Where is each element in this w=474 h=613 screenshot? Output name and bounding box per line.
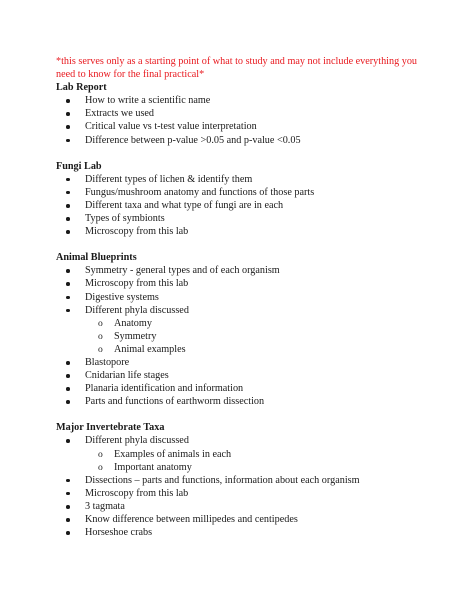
section-heading: Major Invertebrate Taxa bbox=[56, 422, 165, 434]
bullet-dot-icon bbox=[66, 217, 70, 221]
bullet-dot-icon bbox=[66, 178, 70, 182]
bullet-list bbox=[56, 434, 426, 539]
list-item-text: Cnidarian life stages bbox=[85, 370, 169, 382]
list-item-text: How to write a scientific name bbox=[85, 95, 211, 107]
section-heading: Lab Report bbox=[56, 82, 107, 94]
list-item bbox=[56, 526, 426, 539]
sub-list-item-text: Examples of animals in each bbox=[114, 448, 232, 460]
bullet-dot-icon bbox=[66, 531, 70, 535]
list-item-text: Different taxa and what type of fungi are in each bbox=[85, 199, 284, 211]
list-item bbox=[56, 291, 426, 304]
bullet-dot-icon bbox=[66, 479, 70, 483]
circle-bullet-icon: o bbox=[98, 317, 103, 329]
section-gap bbox=[56, 147, 426, 160]
list-item bbox=[56, 134, 426, 147]
list-item-text: Extracts we used bbox=[85, 108, 155, 120]
list-item bbox=[56, 513, 426, 526]
bullet-dot-icon bbox=[66, 125, 70, 129]
list-item bbox=[56, 474, 426, 487]
list-item-text: Critical value vs t-test value interpretation bbox=[85, 121, 257, 133]
list-item bbox=[56, 395, 426, 408]
list-item bbox=[56, 264, 426, 277]
bullet-dot-icon bbox=[66, 139, 70, 143]
section-heading: Fungi Lab bbox=[56, 160, 102, 172]
list-item-text: Difference between p-value >0.05 and p-value <0.05 bbox=[85, 134, 301, 146]
bullet-dot-icon bbox=[66, 99, 70, 103]
list-item-text: Digestive systems bbox=[85, 291, 159, 303]
list-item bbox=[56, 382, 426, 395]
list-item-text: 3 tagmata bbox=[85, 500, 125, 512]
list-item-text: Dissections – parts and functions, information about each organism bbox=[85, 474, 360, 486]
bullet-dot-icon bbox=[66, 191, 70, 195]
sub-list-item bbox=[56, 461, 426, 474]
circle-bullet-icon: o bbox=[98, 448, 103, 460]
list-item-text: Fungus/mushroom anatomy and functions of those parts bbox=[85, 186, 315, 198]
bullet-dot-icon bbox=[66, 400, 70, 404]
list-item bbox=[56, 369, 426, 382]
circle-bullet-icon: o bbox=[98, 330, 103, 342]
bullet-dot-icon bbox=[66, 374, 70, 378]
list-item bbox=[56, 120, 426, 133]
list-item bbox=[56, 434, 426, 447]
list-item-text: Different phyla discussed bbox=[85, 304, 189, 316]
bullet-dot-icon bbox=[66, 518, 70, 522]
circle-bullet-icon: o bbox=[98, 343, 103, 355]
bullet-list bbox=[56, 264, 426, 408]
bullet-dot-icon bbox=[66, 387, 70, 391]
bullet-dot-icon bbox=[66, 269, 70, 273]
sub-list-item bbox=[56, 330, 426, 343]
bullet-list bbox=[56, 173, 426, 238]
list-item-text: Horseshoe crabs bbox=[85, 527, 153, 539]
list-item bbox=[56, 186, 426, 199]
list-item bbox=[56, 356, 426, 369]
bullet-dot-icon bbox=[66, 309, 70, 313]
bullet-list bbox=[56, 94, 426, 146]
bullet-dot-icon bbox=[66, 505, 70, 509]
sub-list-item-text: Animal examples bbox=[114, 343, 186, 355]
list-item-text: Parts and functions of earthworm dissection bbox=[85, 396, 265, 408]
sub-list-item-text: Important anatomy bbox=[114, 461, 192, 473]
sub-list-item bbox=[56, 317, 426, 330]
disclaimer-text: *this serves only as a starting point of what to study and may not include everything you need to know for the final practical* bbox=[56, 56, 418, 81]
bullet-dot-icon bbox=[66, 492, 70, 496]
bullet-dot-icon bbox=[66, 361, 70, 365]
list-item-text: Blastopore bbox=[85, 356, 130, 368]
sections-container bbox=[56, 81, 426, 539]
section-heading: Animal Blueprints bbox=[56, 252, 137, 264]
list-item bbox=[56, 225, 426, 238]
list-item bbox=[56, 487, 426, 500]
list-item-text: Types of symbionts bbox=[85, 213, 165, 225]
bullet-dot-icon bbox=[66, 204, 70, 208]
section-gap bbox=[56, 238, 426, 251]
bullet-dot-icon bbox=[66, 112, 70, 116]
list-item-text: Planaria identification and information bbox=[85, 383, 244, 395]
bullet-dot-icon bbox=[66, 296, 70, 300]
list-item bbox=[56, 199, 426, 212]
list-item bbox=[56, 94, 426, 107]
list-item-text: Know difference between millipedes and centipedes bbox=[85, 514, 298, 525]
list-item-text: Different phyla discussed bbox=[85, 435, 189, 447]
list-item-text: Symmetry - general types and of each organism bbox=[85, 265, 280, 277]
bullet-dot-icon bbox=[66, 230, 70, 234]
sub-list-item bbox=[56, 343, 426, 356]
list-item bbox=[56, 277, 426, 290]
list-item bbox=[56, 173, 426, 186]
list-item-text: Microscopy from this lab bbox=[85, 278, 189, 290]
sub-list-item-text: Symmetry bbox=[114, 330, 157, 342]
list-item-text: Microscopy from this lab bbox=[85, 226, 189, 238]
list-item-text: Microscopy from this lab bbox=[85, 487, 189, 499]
list-item-text: Different types of lichen & identify them bbox=[85, 173, 253, 185]
document-content bbox=[56, 55, 426, 539]
section-gap bbox=[56, 408, 426, 421]
list-item bbox=[56, 107, 426, 120]
list-item bbox=[56, 304, 426, 317]
list-item bbox=[56, 212, 426, 225]
circle-bullet-icon: o bbox=[98, 461, 103, 473]
sub-list-item bbox=[56, 448, 426, 461]
list-item bbox=[56, 500, 426, 513]
bullet-dot-icon bbox=[66, 282, 70, 286]
bullet-dot-icon bbox=[66, 439, 70, 443]
sub-list-item-text: Anatomy bbox=[114, 317, 152, 329]
